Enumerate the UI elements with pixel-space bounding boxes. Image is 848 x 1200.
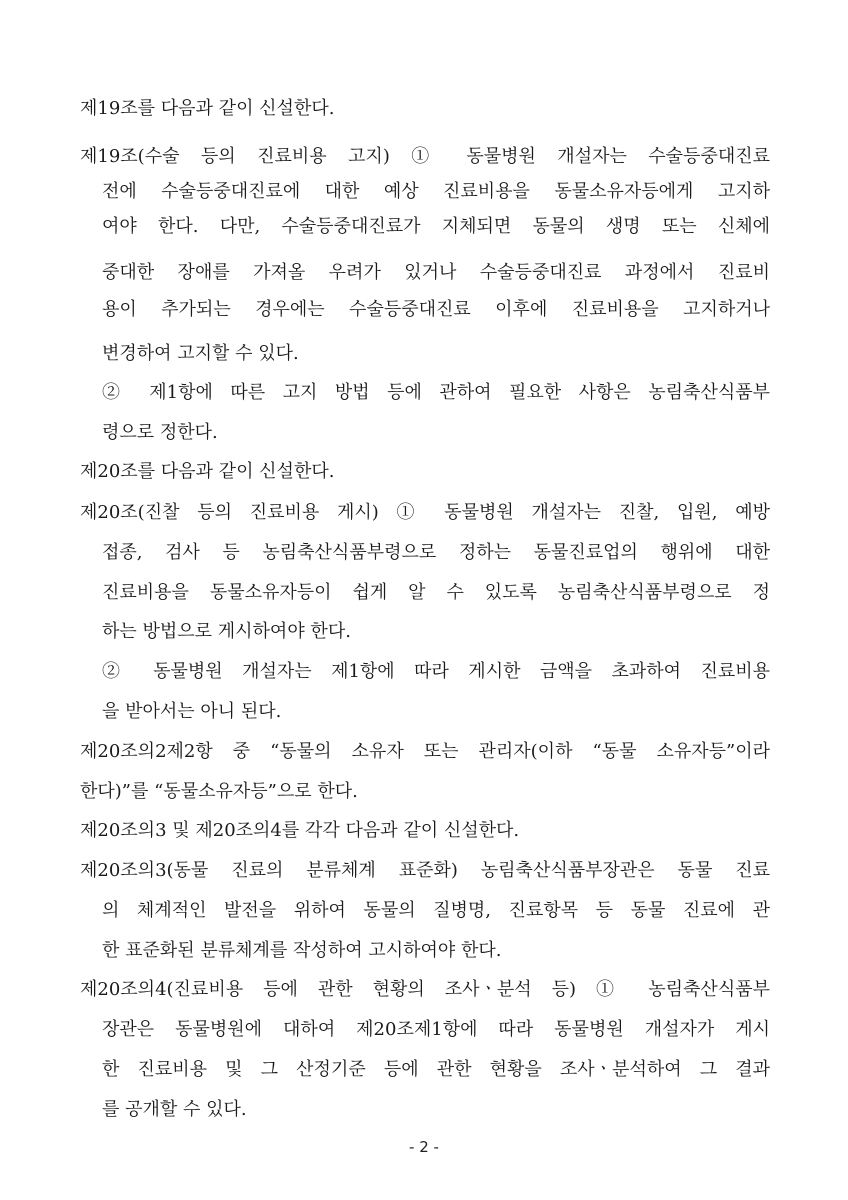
text-line: 제20조(진찰 등의 진료비용 게시) ① 동물병원 개설자는 진찰, 입원, 예방: [80, 502, 770, 523]
text-line: 한 진료비용 및 그 산정기준 등에 관한 현황을 조사ㆍ분석하여 그 결과: [102, 1059, 770, 1080]
text-line: 령으로 정한다.: [102, 422, 218, 443]
text-line: 진료비용을 동물소유자등이 쉽게 알 수 있도록 농림축산식품부령으로 정: [102, 582, 770, 603]
text-line: 변경하여 고지할 수 있다.: [102, 343, 299, 364]
text-line: 전에 수술등중대진료에 대한 예상 진료비용을 동물소유자등에게 고지하: [102, 181, 770, 202]
text-line: 한다)”를 “동물소유자등”으로 한다.: [80, 781, 358, 802]
text-line: 여야 한다. 다만, 수술등중대진료가 지체되면 동물의 생명 또는 신체에: [102, 216, 770, 237]
text-line: 를 공개할 수 있다.: [102, 1099, 247, 1120]
text-line: 제20조의2제2항 중 “동물의 소유자 또는 관리자(이하 “동물 소유자등”이라: [80, 741, 770, 762]
text-line: 의 체계적인 발전을 위하여 동물의 질병명, 진료항목 등 동물 진료에 관: [102, 900, 770, 921]
text-line: ② 동물병원 개설자는 제1항에 따라 게시한 금액을 초과하여 진료비용: [102, 661, 770, 682]
page-number: - 2 -: [409, 1138, 439, 1156]
text-line: 하는 방법으로 게시하여야 한다.: [102, 621, 351, 642]
text-line: 제20조를 다음과 같이 신설한다.: [80, 461, 335, 482]
text-line: 중대한 장애를 가져올 우려가 있거나 수술등중대진료 과정에서 진료비: [102, 262, 770, 283]
text-line: 제20조의3 및 제20조의4를 각각 다음과 같이 신설한다.: [80, 820, 520, 841]
text-line: 을 받아서는 아니 된다.: [102, 701, 282, 722]
text-line: ② 제1항에 따른 고지 방법 등에 관하여 필요한 사항은 농림축산식품부: [102, 382, 770, 403]
text-line: 제19조(수술 등의 진료비용 고지) ① 동물병원 개설자는 수술등중대진료: [80, 146, 770, 167]
text-line: 제20조의3(동물 진료의 분류체계 표준화) 농림축산식품부장관은 동물 진료: [80, 860, 770, 881]
text-line: 제19조를 다음과 같이 신설한다.: [80, 98, 335, 119]
text-line: 용이 추가되는 경우에는 수술등중대진료 이후에 진료비용을 고지하거나: [102, 299, 770, 320]
text-line: 장관은 동물병원에 대하여 제20조제1항에 따라 동물병원 개설자가 게시: [102, 1019, 770, 1040]
text-line: 제20조의4(진료비용 등에 관한 현황의 조사ㆍ분석 등) ① 농림축산식품부: [80, 979, 770, 1000]
text-line: 접종, 검사 등 농림축산식품부령으로 정하는 동물진료업의 행위에 대한: [102, 542, 770, 563]
text-line: 한 표준화된 분류체계를 작성하여 고시하여야 한다.: [102, 940, 502, 961]
